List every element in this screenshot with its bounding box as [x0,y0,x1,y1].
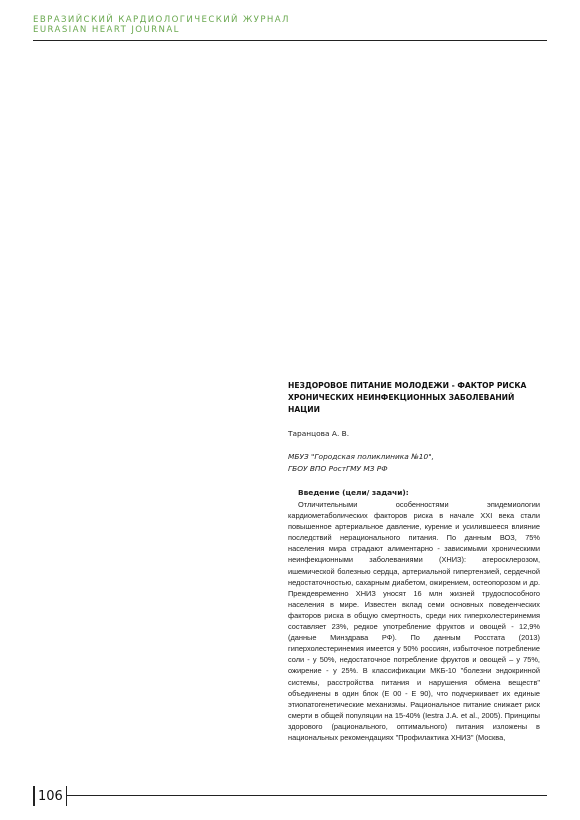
footer-divider [66,795,547,796]
journal-header [33,15,290,35]
affiliation-line-2: ГБОУ ВПО РостГМУ МЗ РФ [288,464,388,473]
article-body-text: Отличительными особенностями эпидемиологии кардиометаболических факторов риска в начале XXI века стали повышенное артериальное давление, курение и усилившееся влияние последствий нерационального питания. По данным ВОЗ, 75% населения мира страдают алиментарно - зависимыми хроническими неинфекционными заболеваниями (ХНИЗ): атеросклерозом, ишемической болезнью сердца, артериальной гипертензией, сердечной недостаточностью, сахарным диабетом, ожирением, остеопорозом и др. Преждевременно ХНИЗ уносят 16 млн жизней трудоспособного населения в мире. Известен вклад семи основных поведенческих факторов риска в общую смертность, среди них гиперхолестеринемия составляет 23%, редкое употребление фруктов и овощей - 12,9% (данные Минздрава РФ). По данным Росстата (2013) гиперхолестеринемия имеется у 50% россиян, избыточное потребление соли - у 50%, недостаточное потребление фруктов и овощей – у 75%, ожирение - у 25%. В классификации МКБ-10 "болезни эндокринной системы, расстройства питания и нарушения обмена веществ" объединены в один блок (Е 00 - Е 90), что подчеркивает их единые этиопатогенетические механизмы. Рациональное питание снижает риск смерти в общей популяции на 15-40% (Iestra J.A. et al., 2005). Принципы здорового (рационального, оптимального) питания изложены в национальных рекомендациях "Профилактика ХНИЗ" (Москва, [288,500,540,742]
article-affiliation [288,451,540,475]
affiliation-line-1: МБУЗ "Городская поликлиника №10", [288,452,434,461]
article-title: НЕЗДОРОВОЕ ПИТАНИЕ МОЛОДЕЖИ - ФАКТОР РИСКА ХРОНИЧЕСКИХ НЕИНФЕКЦИОННЫХ ЗАБОЛЕВАНИЙ НАЦИИ [288,381,527,414]
page-number: 106 [38,788,63,804]
page-number-bar-right [66,786,67,806]
page-number-bar-left [33,786,35,806]
page-number-box [33,785,67,807]
article-author: Таранцова А. В. [288,429,350,438]
journal-name-ru: ЕВРАЗИЙСКИЙ КАРДИОЛОГИЧЕСКИЙ ЖУРНАЛ [33,15,290,25]
section-heading: Введение (цели/ задачи): [298,488,409,497]
journal-name-en: EURASIAN HEART JOURNAL [33,25,180,35]
article [288,380,540,794]
header-divider [33,40,547,41]
